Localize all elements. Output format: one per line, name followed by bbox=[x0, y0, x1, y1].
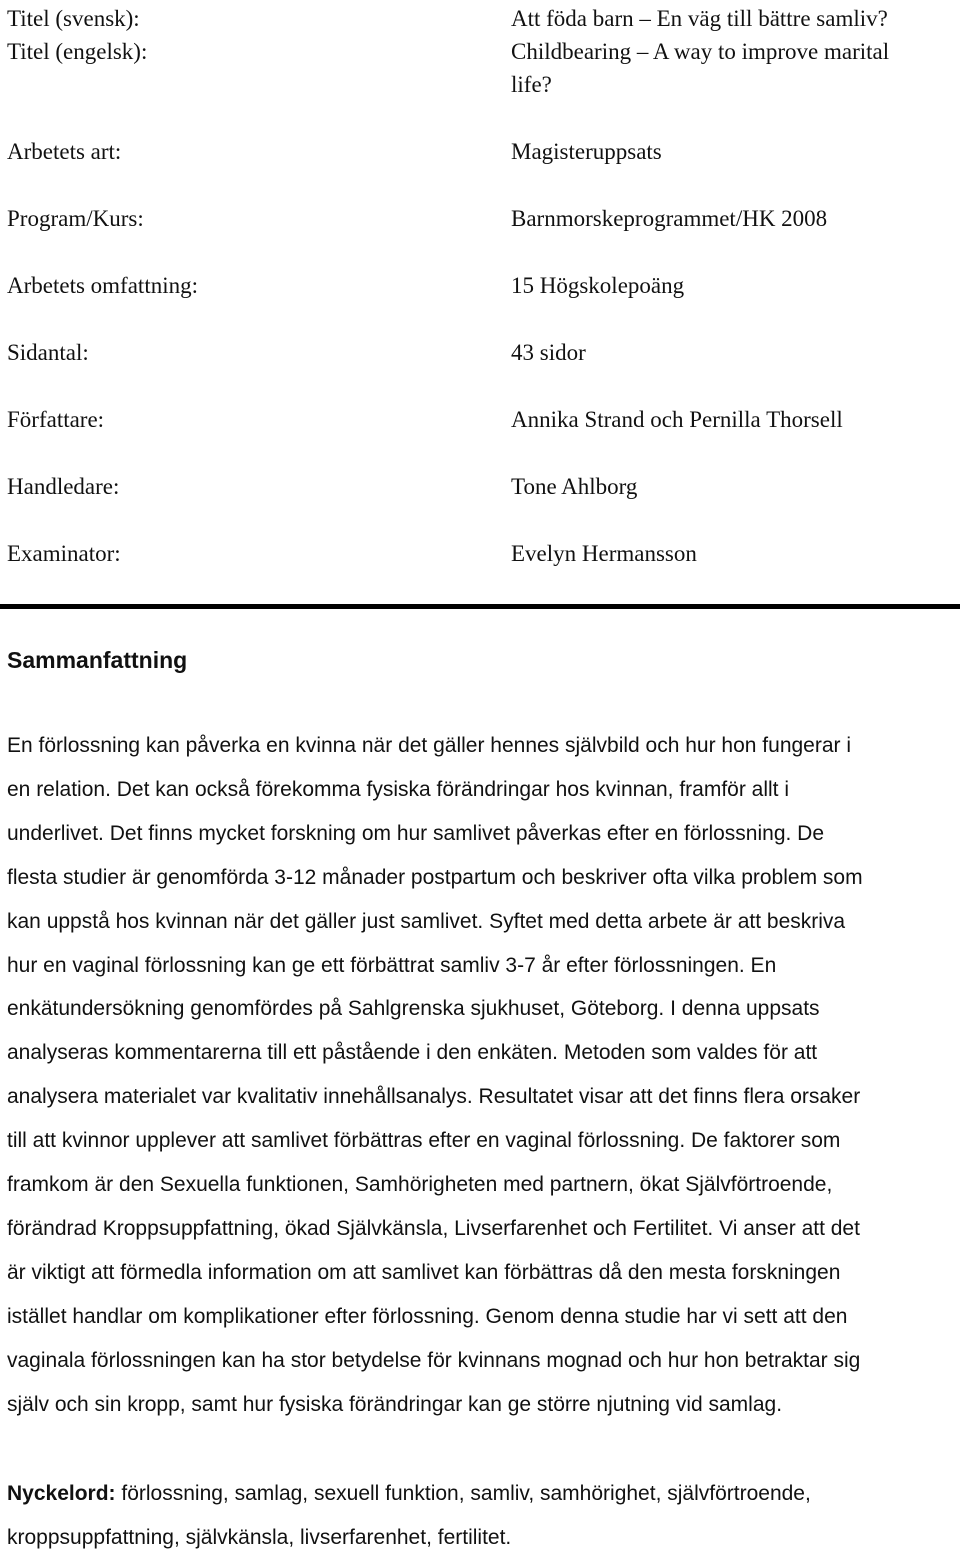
summary-heading: Sammanfattning bbox=[7, 647, 188, 673]
meta-value: Evelyn Hermansson bbox=[511, 541, 697, 566]
summary-line: analyseras kommentarerna till ett påstående i den enkäten. Metoden som valdes för att bbox=[7, 1041, 818, 1065]
keywords-block bbox=[7, 1472, 959, 1560]
keywords-text: förlossning, samlag, sexuell funktion, samliv, samhörighet, självförtroende, bbox=[115, 1482, 811, 1505]
meta-label: Arbetets omfattning: bbox=[7, 273, 198, 298]
meta-value: Childbearing – A way to improve marital life? bbox=[511, 39, 890, 97]
meta-value: Magisteruppsats bbox=[511, 139, 662, 164]
meta-label: Titel (svensk): bbox=[7, 6, 140, 31]
meta-value: 43 sidor bbox=[511, 340, 586, 365]
meta-label: Handledare: bbox=[7, 474, 120, 499]
summary-line: underlivet. Det finns mycket forskning om hur samlivet påverkas efter en förlossning. De bbox=[7, 821, 825, 845]
summary-line: flesta studier är genomförda 3-12 månader postpartum och beskriver ofta vilka problem som bbox=[7, 865, 863, 889]
section-divider bbox=[0, 604, 960, 609]
summary-line: framkom är den Sexuella funktionen, Samhörigheten med partnern, ökat Självförtroende, bbox=[7, 1173, 833, 1197]
meta-value: Tone Ahlborg bbox=[511, 474, 638, 499]
summary-line: enkätundersökning genomfördes på Sahlgrenska sjukhuset, Göteborg. I denna uppsats bbox=[7, 997, 820, 1021]
meta-value: Annika Strand och Pernilla Thorsell bbox=[511, 407, 843, 432]
summary-line: hur en vaginal förlossning kan ge ett förbättrat samliv 3-7 år efter förlossningen. En bbox=[7, 953, 777, 977]
summary-line: istället handlar om komplikationer efter förlossning. Genom denna studie har vi sett att den bbox=[7, 1304, 848, 1328]
summary-line: kan uppstå hos kvinnan när det gäller just samlivet. Syftet med detta arbete är att beskriva bbox=[7, 909, 846, 933]
meta-label: Program/Kurs: bbox=[7, 206, 144, 231]
summary-line: till att kvinnor upplever att samlivet förbättras efter en vaginal förlossning. De faktorer som bbox=[7, 1129, 841, 1153]
meta-value: Barnmorskeprogrammet/HK 2008 bbox=[511, 206, 828, 231]
meta-value: 15 Högskolepoäng bbox=[511, 273, 685, 298]
meta-label: Sidantal: bbox=[7, 340, 89, 365]
keywords-line bbox=[7, 1472, 959, 1516]
summary-line: är viktigt att förmedla information om att samlivet kan förbättras då den mesta forskningen bbox=[7, 1260, 841, 1284]
meta-value: Att föda barn – En väg till bättre samliv? bbox=[511, 6, 888, 31]
summary-line: En förlossning kan påverka en kvinna när det gäller hennes självbild och hur hon fungerar i bbox=[7, 734, 852, 757]
summary-line: analysera materialet var kvalitativ innehållsanalys. Resultatet visar att det finns flera orsaker bbox=[7, 1085, 861, 1109]
summary-line: själv och sin kropp, samt hur fysiska förändringar kan ge större njutning vid samlag. bbox=[7, 1392, 783, 1416]
meta-label: Författare: bbox=[7, 407, 105, 432]
keywords-label: Nyckelord: bbox=[7, 1482, 116, 1505]
meta-label: Arbetets art: bbox=[7, 139, 122, 164]
keywords-line: kroppsuppfattning, självkänsla, livserfarenhet, fertilitet. bbox=[7, 1526, 512, 1549]
summary-line: förändrad Kroppsuppfattning, ökad Självkänsla, Livserfarenhet och Fertilitet. Vi anser att det bbox=[7, 1216, 860, 1240]
summary-body bbox=[7, 724, 959, 1427]
meta-label: Titel (engelsk): bbox=[7, 39, 148, 64]
summary-line: vaginala förlossningen kan ha stor betydelse för kvinnans mognad och hur hon betraktar sig bbox=[7, 1348, 861, 1372]
meta-label: Examinator: bbox=[7, 541, 121, 566]
summary-line: en relation. Det kan också förekomma fysiska förändringar hos kvinnan, framför allt i bbox=[7, 777, 790, 801]
